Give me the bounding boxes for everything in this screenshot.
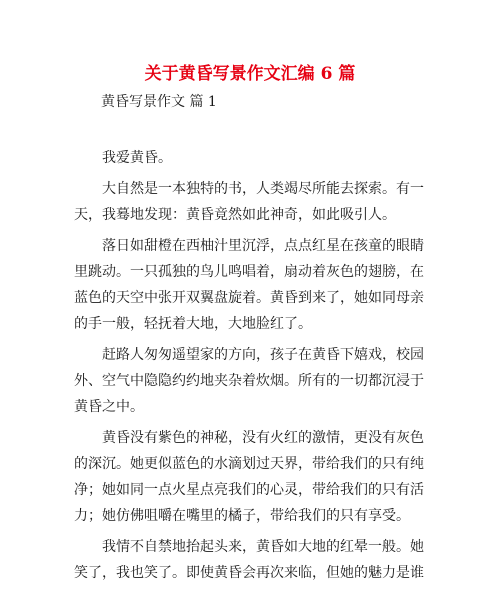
paragraph-line: 蓝色的天空中张开双翼盘旋着。黄昏到来了，她如同母亲 — [74, 290, 424, 306]
paragraph-line: 赶路人匆匆遥望家的方向，孩子在黄昏下嬉戏，校园 — [102, 347, 424, 363]
paragraph-line: 笑了，我也笑了。即使黄昏会再次来临，但她的魅力是谁 — [74, 565, 424, 581]
paragraph-line: 的深沉。她更似蓝色的水滴划过天界，带给我们的只有纯 — [74, 456, 424, 472]
paragraph — [74, 534, 424, 586]
paragraph — [74, 176, 424, 228]
paragraph-line: 大自然是一本独特的书，人类竭尽所能去探索。有一 — [102, 181, 424, 197]
paragraph-line: 落日如甜橙在西柚汁里沉浮，点点红星在孩童的眼睛 — [102, 238, 424, 254]
paragraph — [74, 145, 416, 171]
paragraph-line: 黄昏没有紫色的神秘，没有火红的激情，更没有灰色 — [102, 430, 424, 446]
paragraph-line: 净；她如同一点火星点亮我们的心灵，带给我们的只有活 — [74, 482, 424, 498]
paragraph — [74, 425, 424, 529]
paragraph-line: 力；她仿佛咀嚼在嘴里的橘子，带给我们的只有享受。 — [74, 508, 410, 524]
paragraph-line: 黄昏之中。 — [74, 399, 144, 415]
section-heading: 黄昏写景作文 篇 1 — [101, 94, 217, 110]
paragraph — [74, 342, 424, 420]
paragraph-line: 的手一般，轻抚着大地，大地脸红了。 — [74, 316, 312, 332]
article-body — [74, 145, 424, 591]
paragraph-line: 外、空气中隐隐约约地夹杂着炊烟。所有的一切都沉浸于 — [74, 373, 424, 389]
document-title: 关于黄昏写景作文汇编 6 篇 — [144, 64, 356, 84]
paragraph — [74, 233, 424, 337]
paragraph-line: 我爱黄昏。 — [102, 150, 172, 166]
paragraph-line: 我情不自禁地抬起头来，黄昏如大地的红晕一般。她 — [102, 539, 424, 555]
paragraph-line: 天，我蓦地发现：黄昏竟然如此神奇，如此吸引人。 — [74, 207, 396, 223]
paragraph-line: 里跳动。一只孤独的鸟儿鸣唱着，扇动着灰色的翅膀，在 — [74, 264, 424, 280]
